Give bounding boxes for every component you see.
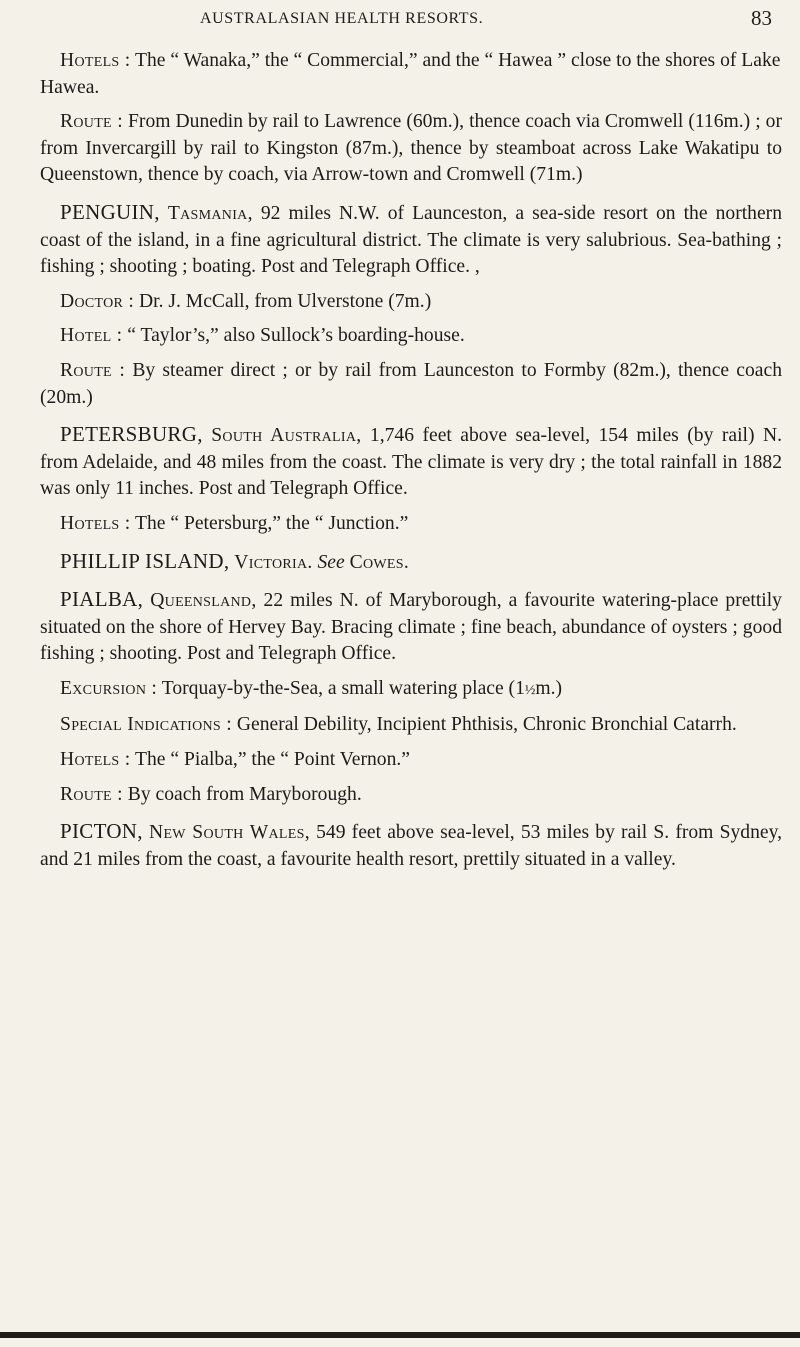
entry-phillip-island — [40, 548, 782, 577]
cross-reference-cowes: Cowes. — [349, 551, 410, 573]
running-header: AUSTRALASIAN HEALTH RESORTS. — [200, 10, 484, 27]
entry-picton — [40, 818, 782, 873]
paragraph-excursion-pialba — [40, 676, 782, 705]
text-special-indications: General Debility, Incipient Phthisis, Chronic Bronchial Catarrh. — [236, 714, 737, 736]
entry-text-picton: 549 feet above sea-level, 53 miles by rail S. from Sydney, and 21 miles from the coast, a favourite health resort, prettily situated in a valley. — [40, 822, 782, 870]
place-name-phillip-island: PHILLIP ISLAND, — [60, 548, 230, 573]
entry-text-petersburg: 1,746 feet above sea-level, 154 miles (by rail) N. from Adelaide, and 48 miles from the coast. The climate is very dry ; the total rainfall in 1882 was only 11 inches. Post and Telegraph Office. — [40, 425, 782, 500]
place-name-picton: PICTON, — [60, 819, 143, 844]
region-south-australia: South Australia, — [211, 425, 362, 447]
place-name-penguin: PENGUIN, — [60, 199, 160, 224]
paragraph-hotels-petersburg — [40, 511, 782, 538]
page-body — [40, 48, 782, 881]
label-special-indications: Special Indications : — [60, 714, 232, 736]
fraction-half: ½ — [524, 682, 536, 698]
text-hotels: The “ Petersburg,” the “ Junction.” — [135, 512, 409, 534]
label-doctor: Doctor : — [60, 290, 135, 312]
region-queensland: Queensland, — [150, 590, 257, 612]
paragraph-special-indications — [40, 712, 782, 739]
place-name-pialba: PIALBA, — [60, 587, 144, 612]
text-excursion-end: m.) — [535, 677, 563, 699]
paragraph-route-pialba — [40, 782, 782, 809]
paragraph-hotels-pialba — [40, 747, 782, 774]
page-number: 83 — [751, 6, 772, 30]
text-excursion: Torquay-by-the-Sea, a small watering place (1 — [161, 677, 525, 699]
text-route: From Dunedin by rail to Lawrence (60m.), thence coach via Cromwell (116m.) ; or from Invercargill by rail to Kingston (87m.), thence by steamboat across Lake Wakatipu to Queenstown, thence by coach, via Arrow-town and Cromwell (71m.) — [40, 111, 783, 186]
text-hotels: The “ Wanaka,” the “ Commercial,” and the “ Hawea ” close to the shores of Lake Hawea. — [40, 50, 781, 98]
entry-penguin — [40, 199, 782, 281]
entry-petersburg — [40, 421, 782, 503]
entry-text-pialba: 22 miles N. of Maryborough, a favourite watering-place prettily situated on the shore of Hervey Bay. Bracing climate ; fine beach, abundance of oysters ; good fishing ; shooting. Post and Telegraph Office. — [40, 590, 782, 665]
region-tasmania: Tasmania, — [167, 202, 253, 224]
text-doctor: Dr. J. McCall, from Ulverstone (7m.) — [139, 290, 432, 312]
entry-pialba — [40, 586, 782, 668]
region-victoria: Victoria. — [234, 551, 313, 573]
place-name-petersburg: PETERSBURG, — [60, 422, 203, 447]
see-reference-word: See — [317, 551, 345, 573]
label-hotel: Hotel : — [60, 325, 123, 347]
paragraph-doctor-penguin — [40, 289, 782, 316]
text-route: By coach from Maryborough. — [127, 783, 362, 805]
paragraph-hotels-hawea — [40, 48, 782, 101]
paragraph-hotel-penguin — [40, 323, 782, 350]
label-route: Route : — [60, 783, 123, 805]
region-new-south-wales: New South Wales, — [149, 822, 310, 844]
paragraph-route-penguin — [40, 358, 782, 411]
label-excursion: Excursion : — [60, 677, 158, 699]
label-hotels: Hotels : — [60, 749, 131, 771]
text-hotel: “ Taylor’s,” also Sullock’s boarding-house. — [127, 325, 465, 347]
text-hotels: The “ Pialba,” the “ Point Vernon.” — [135, 749, 410, 771]
label-route: Route : — [60, 359, 126, 381]
paragraph-route-hawea — [40, 109, 782, 189]
label-hotels: Hotels : — [60, 512, 131, 534]
label-hotels: Hotels : — [60, 50, 131, 71]
entry-text-penguin: 92 miles N.W. of Launceston, a sea-side resort on the northern coast of the island, in a fine agricultural district. The climate is very salubrious. Sea-bathing ; fishing ; shooting ; boating. Post and Telegraph Office. , — [40, 202, 782, 278]
text-route: By steamer direct ; or by rail from Launceston to Formby (82m.), thence coach (20m.) — [40, 359, 782, 408]
label-route: Route : — [60, 111, 123, 133]
page-bottom-edge — [0, 1332, 800, 1338]
